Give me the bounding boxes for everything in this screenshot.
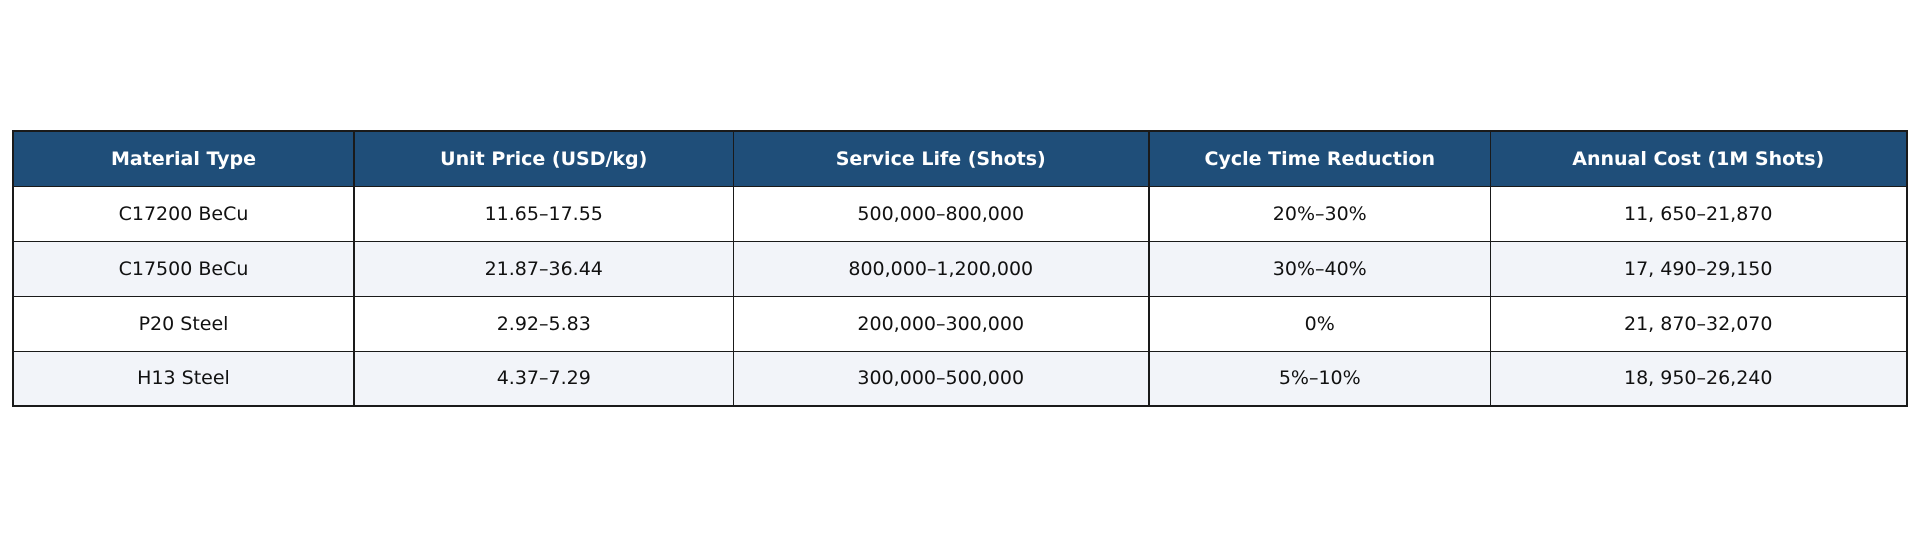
table-body: [13, 186, 1907, 406]
table-cell: 17, 490–29,150: [1490, 241, 1907, 296]
table-cell: C17200 BeCu: [13, 186, 354, 241]
table-cell: 11, 650–21,870: [1490, 186, 1907, 241]
column-header-unit-price: Unit Price (USD/kg): [354, 131, 733, 186]
column-header-service-life: Service Life (Shots): [733, 131, 1149, 186]
table-cell: 200,000–300,000: [733, 296, 1149, 351]
column-header-cycle-time-reduction: Cycle Time Reduction: [1149, 131, 1490, 186]
table-cell: 300,000–500,000: [733, 351, 1149, 406]
table-row: [13, 241, 1907, 296]
table-cell: 21, 870–32,070: [1490, 296, 1907, 351]
table-row: [13, 351, 1907, 406]
table-row: [13, 296, 1907, 351]
table-cell: 18, 950–26,240: [1490, 351, 1907, 406]
table-cell: 800,000–1,200,000: [733, 241, 1149, 296]
table-cell: 11.65–17.55: [354, 186, 733, 241]
table-cell: H13 Steel: [13, 351, 354, 406]
table-cell: 21.87–36.44: [354, 241, 733, 296]
table-cell: 30%–40%: [1149, 241, 1490, 296]
table-row: [13, 186, 1907, 241]
table-cell: 0%: [1149, 296, 1490, 351]
table-cell: 5%–10%: [1149, 351, 1490, 406]
table-cell: C17500 BeCu: [13, 241, 354, 296]
table-cell: 2.92–5.83: [354, 296, 733, 351]
table-header: [13, 131, 1907, 186]
column-header-material-type: Material Type: [13, 131, 354, 186]
table-cell: 500,000–800,000: [733, 186, 1149, 241]
header-row: [13, 131, 1907, 186]
table-cell: 4.37–7.29: [354, 351, 733, 406]
column-header-annual-cost: Annual Cost (1M Shots): [1490, 131, 1907, 186]
table-cell: P20 Steel: [13, 296, 354, 351]
comparison-table-container: [12, 130, 1906, 407]
table-cell: 20%–30%: [1149, 186, 1490, 241]
material-comparison-table: [12, 130, 1908, 407]
